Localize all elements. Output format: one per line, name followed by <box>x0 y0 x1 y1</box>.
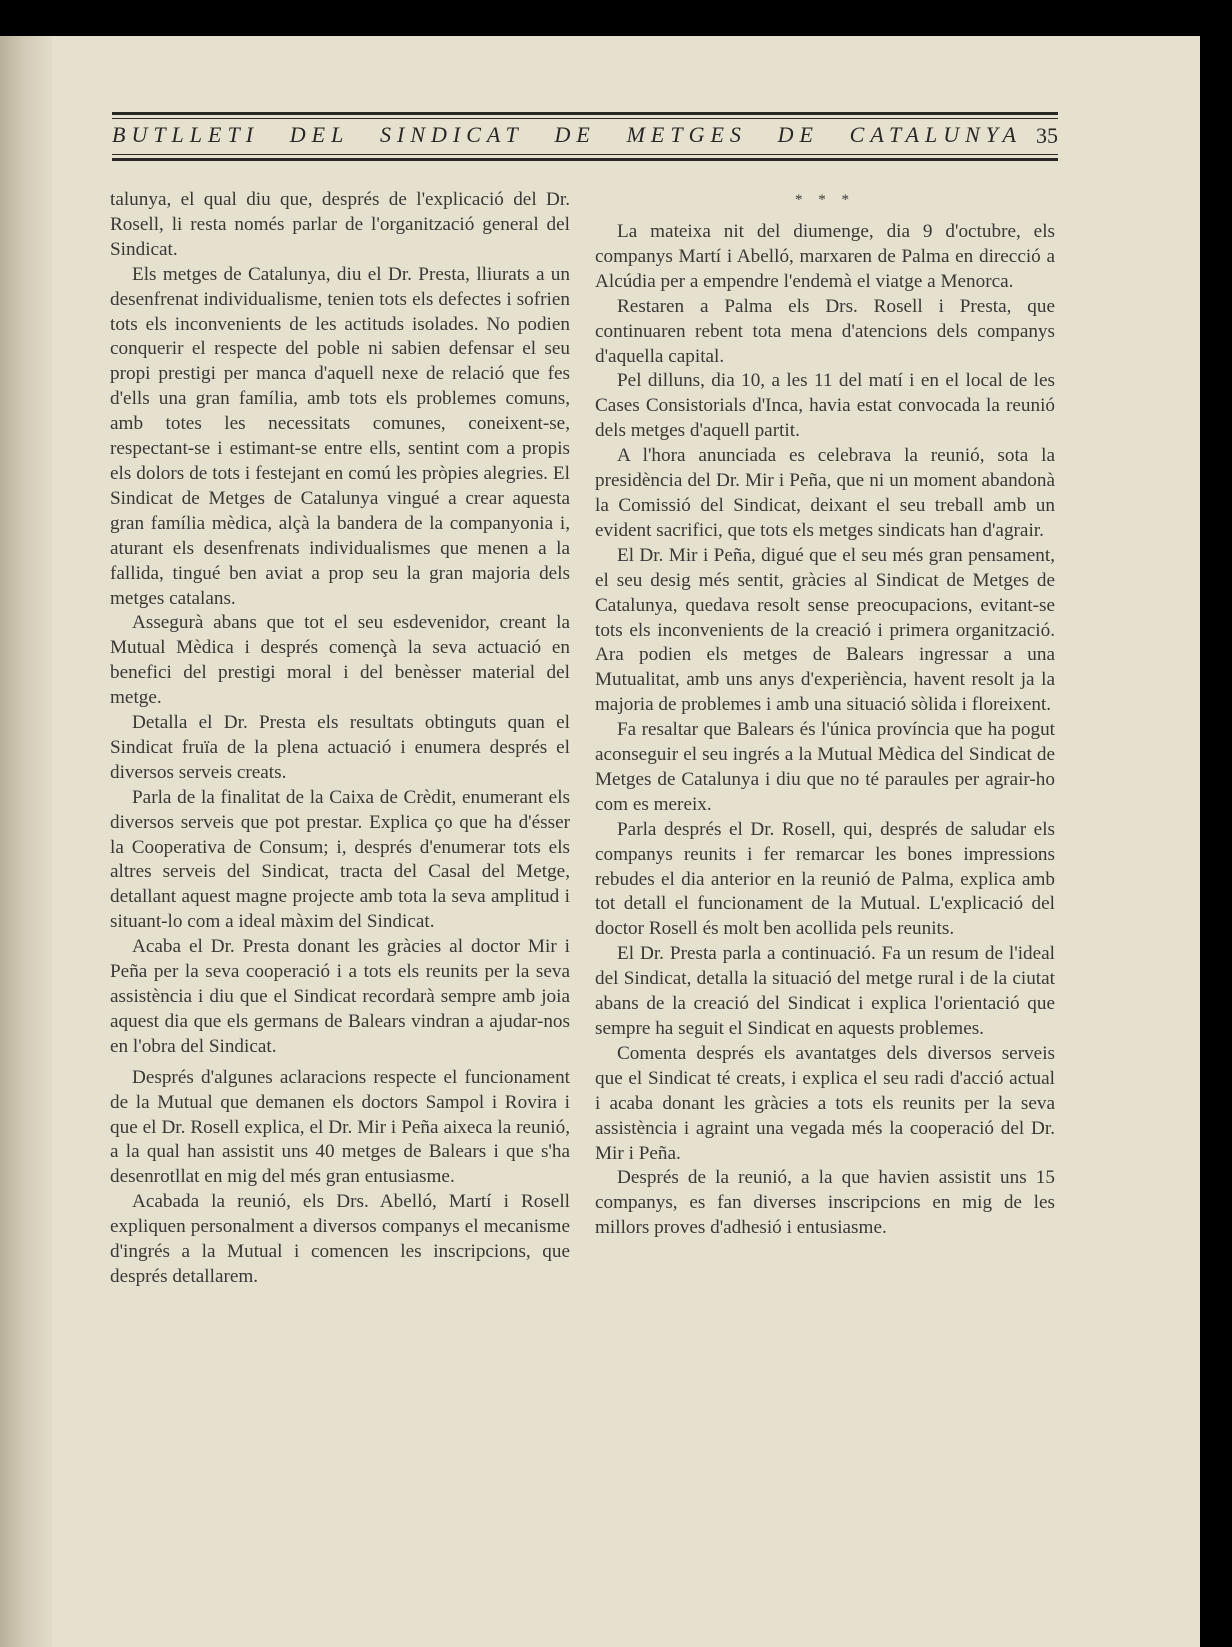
scan-edge <box>1200 36 1232 1647</box>
title-word: CATALUNYA <box>849 122 1022 147</box>
paragraph: Detalla el Dr. Presta els resultats obtinguts quan el Sindicat fruïa de la plena actuació i enumera després el diversos serveis creats. <box>110 712 570 783</box>
paragraph: Els metges de Catalunya, diu el Dr. Presta, lliurats a un desenfrenat individualisme, tenien tots els defectes i sofrien tots els inconvenients de les actituds isolades. No podien conquerir el respecte del poble ni sabien defensar el seu propi prestigi per manca d'aquell nexe de relació que fes d'ells una gran família, amb tots els problemes comuns, amb totes les necessitats comunes, coneixent-se, respectant-se i estimant-se entre ells, sentint com a propis els dolors de tots i festejant en comú les pròpies alegries. El Sindicat de Metges de Catalunya vingué a crear aquesta gran família mèdica, alçà la bandera de la companyonia i, aturant els desenfrenats individualismes que menen a la fallida, tingué ben aviat a prop seu la gran majoria dels metges catalans. <box>110 263 570 609</box>
title-word: DEL <box>289 122 350 147</box>
title-word: BUTLLETI <box>112 122 260 147</box>
paragraph: A l'hora anunciada es celebrava la reunió, sota la presidència del Dr. Mir i Peña, que ni un moment abandonà la Comissió del Sindicat, deixant el seu treball amb un evident sacrifici, que tots els metges sindicats han d'agrair. <box>595 445 1055 541</box>
running-header <box>112 110 1058 162</box>
title-word: SINDICAT <box>380 122 524 147</box>
header-rule-bottom <box>112 158 1058 161</box>
running-title <box>112 122 1022 148</box>
header-rule-bottom-thin <box>112 154 1058 155</box>
paragraph: Restaren a Palma els Drs. Rosell i Presta, que continuaren rebent tota mena d'atencions dels companys d'aquella capital. <box>595 295 1055 367</box>
paragraph: Parla després el Dr. Rosell, qui, després de saludar els companys reunits i fer remarcar les bones impressions rebudes el dia anterior en la reunió de Palma, explica amb tot detall el funcionament de la Mutual. L'explicació del doctor Rosell és molt ben acollida pels reunits. <box>595 818 1055 940</box>
paragraph: Acaba el Dr. Presta donant les gràcies al doctor Mir i Peña per la seva cooperació i a tots els reunits per la seva assistència i diu que el Sindicat recordarà sempre amb joia aquest dia que els germans de Balears vindran a ajudar-nos en l'obra del Sindicat. <box>110 936 570 1057</box>
section-separator: * * * <box>795 192 855 208</box>
page-binding-shadow <box>0 36 52 1647</box>
paragraph: Comenta després els avantatges dels diversos serveis que el Sindicat té creats, i explica el seu radi d'acció actual i acaba donant les gràcies a tots els reunits per la seva assistència i agraint una vegada més la cooperació del Dr. Mir i Peña. <box>595 1042 1055 1164</box>
right-column <box>595 188 1055 1241</box>
title-word: METGES <box>626 122 747 147</box>
paragraph: talunya, el qual diu que, després de l'explicació del Dr. Rosell, li resta només parlar de l'organització general del Sindicat. <box>110 189 570 260</box>
paragraph: Fa resaltar que Balears és l'única província que ha pogut aconseguir el seu ingrés a la Mutual Mèdica del Sindicat de Metges de Catalunya i diu que no té paraules per agrair-ho com es mereix. <box>595 719 1055 815</box>
paragraph: El Dr. Presta parla a continuació. Fa un resum de l'ideal del Sindicat, detalla la situació del metge rural i de la ciutat abans de la creació del Sindicat i explica l'orientació que sempre ha seguit el Sindicat en aquests problemes. <box>595 943 1055 1039</box>
paragraph: Pel dilluns, dia 10, a les 11 del matí i en el local de les Cases Consistorials d'Inca, havia estat convocada la reunió dels metges d'aquell partit. <box>595 370 1055 442</box>
paragraph: Parla de la finalitat de la Caixa de Crèdit, enumerant els diversos serveis que pot prestar. Explica ço que ha d'ésser la Cooperativa de Consum; i, després d'enumerar tots els altres serveis del Sindicat, tracta del Casal del Metge, detallant aquest magne projecte amb tota la seva amplitud i situant-lo com a ideal màxim del Sindicat. <box>110 786 570 933</box>
page-number: 35 <box>1036 123 1058 148</box>
title-word: DE <box>777 122 819 147</box>
paragraph: El Dr. Mir i Peña, digué que el seu més gran pensament, el seu desig més sentit, gràcies al Sindicat de Metges de Catalunya, quedava resolt sense preocupacions, evitant-se tots els inconvenients de la creació i primera organització. Ara podien els metges de Balears ingressar a una Mutualitat, amb uns anys d'experiència, havent resolt ja la majoria de problemes i amb una situació sòlida i floreixent. <box>595 544 1055 716</box>
header-rule-top <box>112 112 1058 115</box>
paragraph: Després de la reunió, a la que havien assistit uns 15 companys, es fan diverses inscripcions en mig de les millors proves d'adhesió i entusiasme. <box>595 1167 1055 1239</box>
paragraph: La mateixa nit del diumenge, dia 9 d'octubre, els companys Martí i Abelló, marxaren de Palma en direcció a Alcúdia per a empendre l'endemà el viatge a Menorca. <box>595 221 1055 292</box>
paragraph: Després d'algunes aclaracions respecte el funcionament de la Mutual que demanen els doctors Sampol i Rovira i que el Dr. Rosell explica, el Dr. Mir i Peña aixeca la reunió, a la qual han assistit uns 40 metges de Balears i que s'ha desenrotllat en mig del més gran entusiasme. <box>110 1066 570 1188</box>
left-column <box>110 188 570 1290</box>
paragraph: Acabada la reunió, els Drs. Abelló, Martí i Rosell expliquen personalment a diversos companys el mecanisme d'ingrés a la Mutual i comencen les inscripcions, que després detallarem. <box>110 1191 570 1287</box>
header-rule-top-thin <box>112 118 1058 119</box>
paragraph: Assegurà abans que tot el seu esdevenidor, creant la Mutual Mèdica i després començà la seva actuació en benefici del prestigi moral i del benèsser material del metge. <box>110 612 570 709</box>
title-word: DE <box>554 122 596 147</box>
